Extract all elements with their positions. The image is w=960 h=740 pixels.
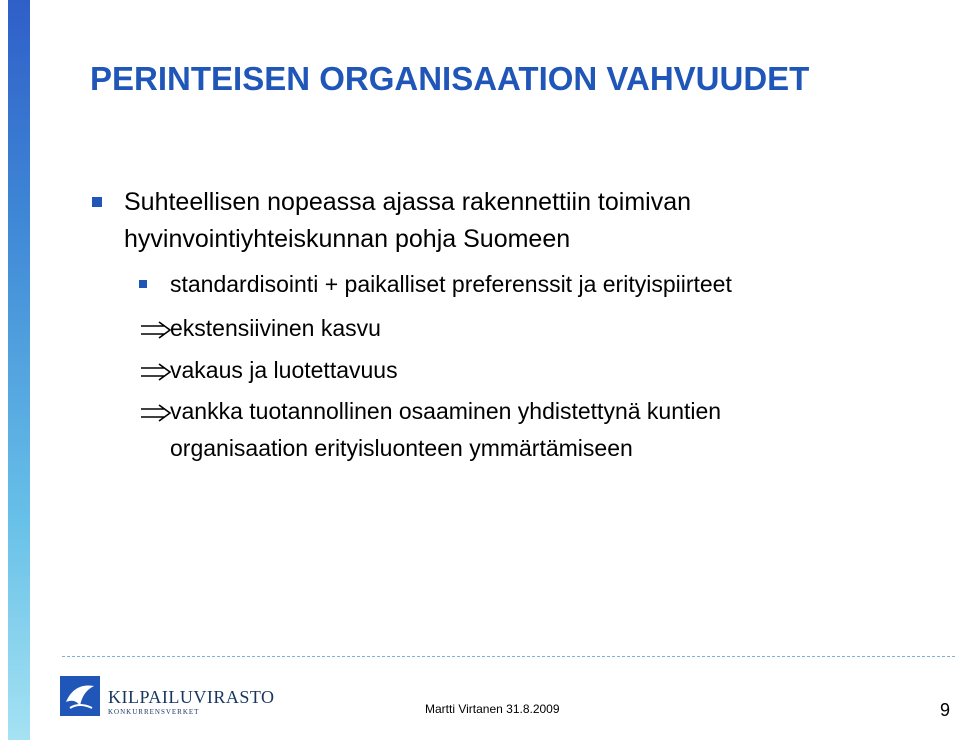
sub-bullet-square-icon <box>139 280 147 288</box>
bullet-text-line-2: hyvinvointiyhteiskunnan pohja Suomeen <box>124 225 571 253</box>
page-number: 9 <box>940 700 951 720</box>
implication-text-2: vakaus ja luotettavuus <box>170 357 398 383</box>
implies-arrow-icon <box>139 320 173 340</box>
footer-author-date: Martti Virtanen 31.8.2009 <box>425 702 560 716</box>
decorative-side-bar <box>8 0 30 740</box>
kilpailuvirasto-logo-icon <box>60 676 100 716</box>
implies-arrow-icon <box>139 403 173 423</box>
implication-text-4: organisaation erityisluonteen ymmärtämiseen <box>170 435 633 461</box>
sub-bullet-text: standardisointi + paikalliset preferenssit ja erityispiirteet <box>170 271 732 297</box>
implies-arrow-icon <box>139 362 173 382</box>
bullet-square-icon <box>92 197 102 207</box>
footer-divider <box>62 656 955 657</box>
logo-name: KILPAILUVIRASTO <box>108 687 275 707</box>
implication-text-3: vankka tuotannollinen osaaminen yhdistettynä kuntien <box>170 398 722 424</box>
slide-title: PERINTEISEN ORGANISAATION VAHVUUDET <box>90 60 810 97</box>
implication-text-1: ekstensiivinen kasvu <box>170 315 381 341</box>
bullet-text-line-1: Suhteellisen nopeassa ajassa rakennettiin toimivan <box>124 188 692 216</box>
logo-subtitle: KONKURRENSVERKET <box>108 708 200 716</box>
